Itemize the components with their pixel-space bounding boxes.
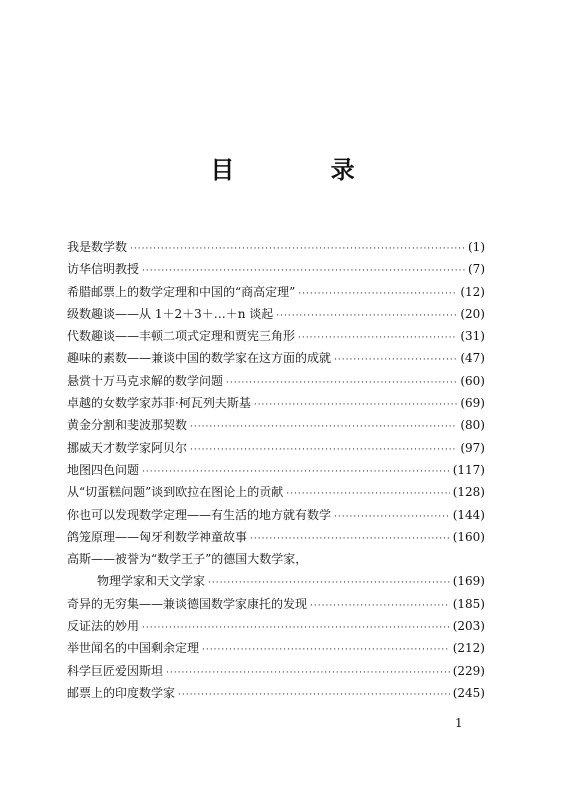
toc-entry-title: 黄金分割和斐波那契数 bbox=[67, 418, 188, 433]
toc-entry-page: (7) bbox=[468, 262, 485, 277]
toc-entry-title: 举世闻名的中国剩余定理 bbox=[67, 641, 200, 656]
toc-entry bbox=[67, 459, 485, 481]
toc-entry-page: (117) bbox=[452, 462, 485, 477]
toc-dot-leader bbox=[142, 461, 450, 483]
toc-dot-leader bbox=[298, 327, 457, 349]
toc-entry-page: (212) bbox=[452, 641, 485, 656]
toc-entry bbox=[67, 414, 485, 436]
toc-entry-page: (203) bbox=[452, 619, 485, 634]
toc-dot-leader bbox=[202, 639, 450, 661]
toc-dot-leader bbox=[226, 372, 457, 394]
toc-entry-title: 挪威天才数学家阿贝尔 bbox=[67, 440, 188, 455]
toc-entry-page: (229) bbox=[452, 663, 485, 678]
toc-entry-title: 鸽笼原理——匈牙利数学神童故事 bbox=[67, 529, 248, 544]
toc-entry-title: 科学巨匠爱因斯坦 bbox=[67, 663, 164, 678]
toc-dot-leader bbox=[250, 528, 450, 550]
toc-entry-page: (160) bbox=[452, 529, 485, 544]
toc-entry bbox=[67, 236, 485, 258]
toc-entry-title: 地图四色问题 bbox=[67, 462, 140, 477]
toc-entry-title: 我是数学数 bbox=[67, 240, 128, 254]
toc-dot-leader bbox=[190, 439, 457, 461]
toc-entry bbox=[67, 660, 485, 682]
toc-dot-leader bbox=[286, 483, 449, 505]
toc-entry-page: (128) bbox=[452, 485, 485, 500]
toc-dot-leader bbox=[310, 595, 450, 617]
toc-entry-page: (31) bbox=[460, 329, 485, 344]
toc-entry-title: 你也可以发现数学定理——有生活的地方就有数学 bbox=[67, 507, 332, 522]
toc-dot-leader bbox=[178, 684, 450, 706]
toc-entry-page: (80) bbox=[460, 418, 485, 433]
toc-entry bbox=[67, 347, 485, 369]
toc-entry bbox=[67, 370, 485, 392]
toc-entry-title: 从“切蛋糕问题”谈到欧拉在图论上的贡献 bbox=[67, 485, 284, 500]
toc-entry-page: (144) bbox=[452, 507, 485, 522]
toc-entry bbox=[67, 504, 485, 526]
page-number: 1 bbox=[455, 716, 463, 730]
toc-dot-leader bbox=[208, 572, 450, 594]
toc-entry-page: (20) bbox=[460, 306, 485, 321]
toc-entry bbox=[67, 637, 485, 659]
toc-entry-title: 希腊邮票上的数学定理和中国的“商高定理” bbox=[67, 284, 296, 299]
toc-dot-leader bbox=[166, 662, 450, 684]
toc-entry-title: 邮票上的印度数学家 bbox=[67, 685, 176, 700]
toc-dot-leader bbox=[334, 349, 457, 371]
toc-entry-title: 访华信明教授 bbox=[67, 262, 140, 277]
toc-entry bbox=[67, 570, 485, 592]
toc-dot-leader bbox=[334, 506, 450, 528]
toc-dot-leader bbox=[190, 416, 457, 438]
toc-dot-leader bbox=[276, 305, 457, 327]
toc-entry bbox=[67, 682, 485, 704]
toc-entry-title: 高斯——被誉为“数学王子”的德国大数学家， bbox=[67, 552, 308, 567]
toc-entry bbox=[67, 615, 485, 637]
toc-entry bbox=[67, 258, 485, 280]
toc-entry-title: 物理学家和天文学家 bbox=[97, 574, 206, 589]
page-title: 目 录 bbox=[210, 156, 399, 184]
toc-entry bbox=[67, 481, 485, 503]
toc-entry bbox=[67, 526, 485, 548]
toc-entry-title: 反证法的妙用 bbox=[67, 619, 140, 634]
toc-dot-leader bbox=[130, 238, 465, 260]
toc-entry-title: 卓越的女数学家苏菲·柯瓦列夫斯基 bbox=[67, 396, 251, 411]
toc-dot-leader bbox=[254, 394, 458, 416]
toc-dot-leader bbox=[142, 260, 465, 282]
toc-entry-page: (245) bbox=[452, 685, 485, 700]
toc-dot-leader bbox=[142, 617, 450, 639]
toc-entry bbox=[67, 325, 485, 347]
toc-entry-title: 悬赏十万马克求解的数学问题 bbox=[67, 373, 224, 388]
toc-entry-title: 奇异的无穷集——兼谈德国数学家康托的发现 bbox=[67, 596, 308, 611]
toc-entry-page: (69) bbox=[460, 396, 485, 411]
toc-entry-title: 代数趣谈——丰顿二项式定理和贾宪三角形 bbox=[67, 329, 296, 344]
toc-entry-title: 趣味的素数——兼谈中国的数学家在这方面的成就 bbox=[67, 351, 332, 366]
toc-entry bbox=[67, 281, 485, 303]
toc-entry bbox=[67, 548, 485, 570]
toc-entry-page: (185) bbox=[452, 596, 485, 611]
table-of-contents bbox=[67, 236, 485, 704]
toc-entry-page: (47) bbox=[460, 351, 485, 366]
toc-entry bbox=[67, 593, 485, 615]
toc-entry-title: 级数趣谈——从 1＋2＋3＋…＋n 谈起 bbox=[67, 306, 274, 321]
toc-entry-page: (169) bbox=[452, 574, 485, 589]
toc-entry bbox=[67, 437, 485, 459]
toc-entry-page: (97) bbox=[460, 440, 485, 455]
toc-dot-leader bbox=[298, 283, 457, 305]
toc-entry-page: (1) bbox=[468, 240, 485, 254]
toc-entry-page: (60) bbox=[460, 373, 485, 388]
toc-entry bbox=[67, 392, 485, 414]
toc-entry bbox=[67, 303, 485, 325]
toc-entry-page: (12) bbox=[460, 284, 485, 299]
